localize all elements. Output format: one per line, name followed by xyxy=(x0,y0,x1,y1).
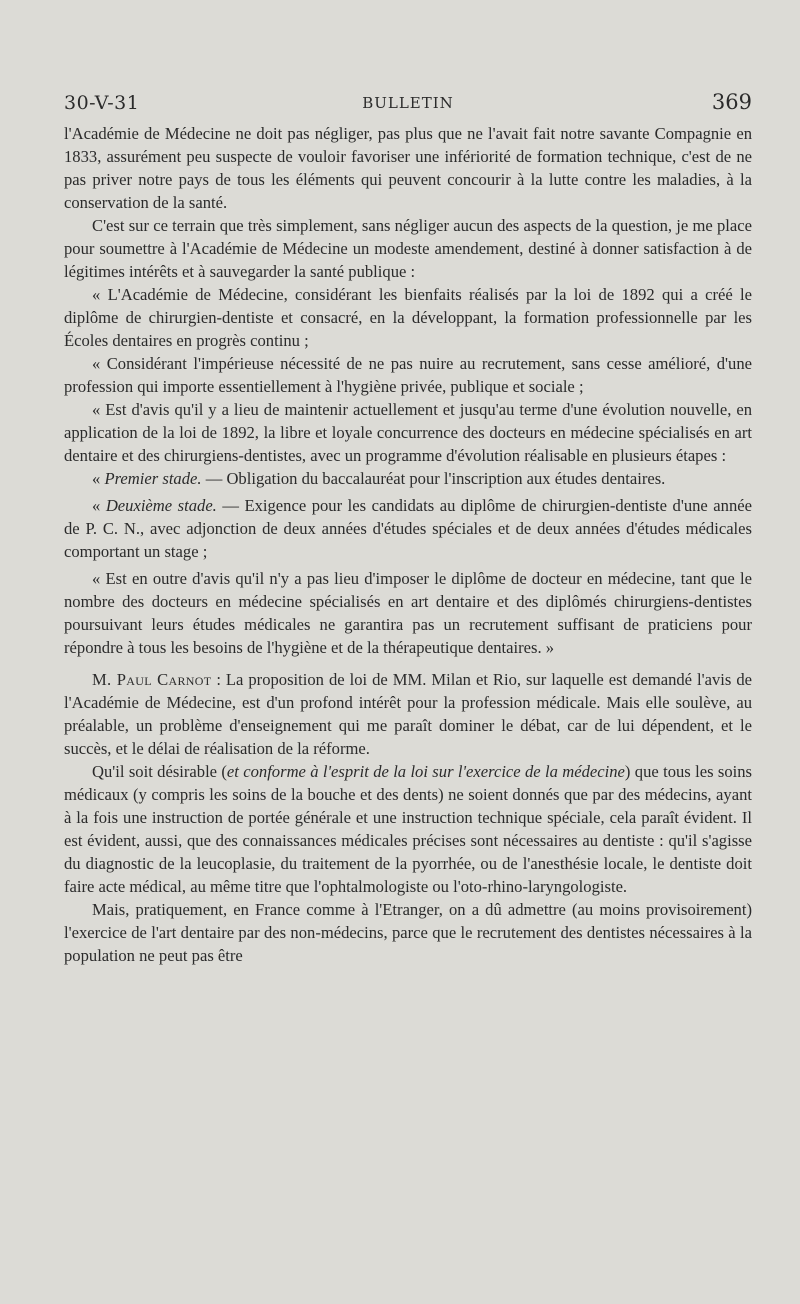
stage-label-2: Deuxième stade. xyxy=(105,496,217,515)
paragraph-7 xyxy=(64,494,752,563)
paragraph-10-rest: ) que tous les soins médicaux (y compris les soins de la bouche et des dents) ne soient donnés que par des médecins, ayant à la fois une instruction de portée générale et une instruction technique spéciale, cela paraît évident. Il est évident, aussi, que des connaissances médicales précises sont nécessaires au dentiste : qu'il s'agisse du diagnostic de la leucoplasie, du traitement de la pyorrhée, ou de l'anesthésie locale, le dentiste doit faire acte médical, au même titre que l'ophtalmologiste ou l'oto-rhino-laryngologiste. xyxy=(64,762,752,896)
paragraph-9 xyxy=(64,668,752,760)
running-title: BULLETIN xyxy=(362,94,454,112)
quote-mark: « xyxy=(92,469,105,488)
paragraph-1: l'Académie de Médecine ne doit pas négliger, pas plus que ne l'avait fait notre savante Compagnie en 1833, assurément peu suspecte de vouloir favoriser une infériorité de formation technique, c'est de ne pas priver notre pays de tous les éléments qui peuvent concourir à la lutte contre les maladies, à la conservation de la santé. xyxy=(64,124,752,212)
paragraph-2: C'est sur ce terrain que très simplement, sans négliger aucun des aspects de la question, je me place pour soumettre à l'Académie de Médecine un modeste amendement, destiné à donner satisfaction à de légitimes intérêts et à sauvegarder la santé publique : xyxy=(64,216,752,281)
paragraph-5: « Est d'avis qu'il y a lieu de maintenir actuellement et jusqu'au terme d'une évolution nouvelle, en application de la loi de 1892, la libre et loyale concurrence des docteurs en médecine spécialisés en art dentaire et des chirurgiens-dentistes, avec un programme d'évolution réalisable en plusieurs étapes : xyxy=(64,400,752,465)
speaker-text: : La proposition de loi de MM. Milan et Rio, sur laquelle est demandé l'avis de l'Académie de Médecine, est d'un profond intérêt pour la profession médicale. Mais elle soulève, au préalable, un problème d'enseignement qui me paraît dominer le débat, car de lui dépendent, et le succès, et le délai de réalisation de la réforme. xyxy=(64,670,752,758)
paragraph-10-italic: et conforme à l'esprit de la loi sur l'exercice de la médecine xyxy=(226,762,625,781)
paragraph-3: « L'Académie de Médecine, considérant les bienfaits réalisés par la loi de 1892 qui a créé le diplôme de chirurgien-dentiste et consacré, en la développant, la formation professionnelle par les Écoles dentaires en progrès continu ; xyxy=(64,285,752,350)
paragraph-11: Mais, pratiquement, en France comme à l'Etranger, on a dû admettre (au moins provisoirement) l'exercice de l'art dentaire par des non-médecins, parce que le recrutement des dentistes nécessaires à la population ne peut pas être xyxy=(64,900,752,965)
body-text xyxy=(64,122,752,967)
quote-mark: « xyxy=(92,496,106,515)
session-date: 30-V-31 xyxy=(64,92,140,114)
paragraph-4: « Considérant l'impérieuse nécessité de ne pas nuire au recrutement, sans cesse amélioré, d'une profession qui importe essentiellement à l'hygiène privée, publique et sociale ; xyxy=(64,354,752,396)
page-number: 369 xyxy=(711,90,752,114)
running-head xyxy=(64,88,752,122)
stage-text-1: — Obligation du baccalauréat pour l'inscription aux études dentaires. xyxy=(201,469,666,488)
speaker-name: M. Paul Carnot xyxy=(92,670,212,689)
paragraph-8: « Est en outre d'avis qu'il n'y a pas lieu d'imposer le diplôme de docteur en médecine, tant que le nombre des docteurs en médecine spécialisés en art dentaire et des diplômés chirurgiens-dentistes poursuivant leurs études médicales ne garantira pas un recrutement suffisant de praticiens pour répondre à tous les besoins de l'hygiène et de la thérapeutique dentaires. » xyxy=(64,569,752,657)
paragraph-10-start: Qu'il soit désirable ( xyxy=(92,762,227,781)
paragraph-6 xyxy=(64,467,752,490)
stage-label-1: Premier stade. xyxy=(104,469,202,488)
paragraph-10 xyxy=(64,760,752,898)
stage-text-2: — Exigence pour les candidats au diplôme de chirurgien-dentiste d'une année de P. C. N., avec adjonction de deux années d'études spéciales et de deux années d'études médicales comportant un stage ; xyxy=(64,496,752,561)
